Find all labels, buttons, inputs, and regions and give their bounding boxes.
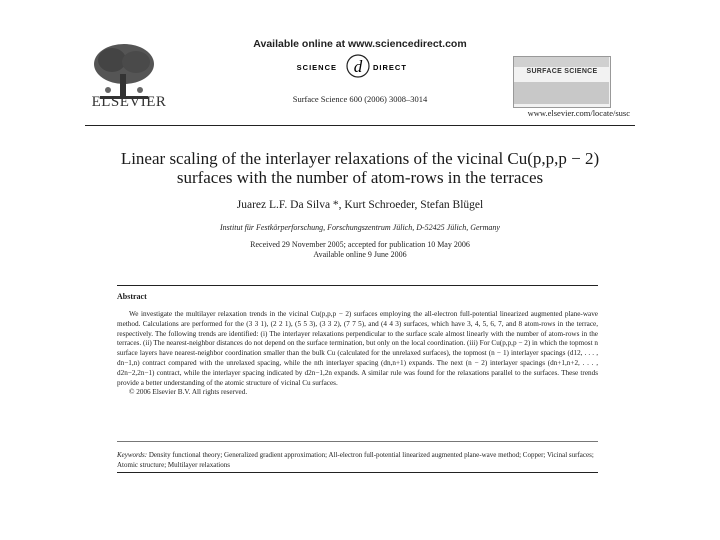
journal-url-link[interactable]: www.elsevier.com/locate/susc — [527, 108, 630, 118]
title-line-2: surfaces with the number of atom-rows in the terraces — [176, 168, 544, 187]
abstract-section — [117, 310, 598, 398]
available-online-text: Available online at www.sciencedirect.com — [253, 38, 467, 50]
paper-title — [80, 149, 640, 187]
keywords-label: Keywords: — [117, 451, 148, 459]
available-date: Available online 9 June 2006 — [313, 250, 407, 259]
sciencedirect-logo — [275, 52, 445, 80]
abstract-top-rule — [117, 285, 598, 286]
publisher-name: ELSEVIER — [91, 94, 167, 110]
journal-reference: Surface Science 600 (2006) 3008–3014 — [292, 94, 428, 104]
sd-logo-at: d — [353, 57, 363, 76]
title-line-1: Linear scaling of the interlayer relaxations of the vicinal Cu(p,p,p − 2) — [120, 149, 600, 168]
sd-logo-left: SCIENCE — [296, 63, 337, 72]
cover-band-bottom — [514, 82, 609, 104]
keywords-section — [117, 451, 598, 470]
footer-rule — [117, 472, 598, 473]
keywords-rule — [117, 441, 598, 442]
copyright-notice: © 2006 Elsevier B.V. All rights reserved. — [129, 388, 248, 397]
abstract-heading: Abstract — [117, 292, 147, 301]
journal-cover-title: SURFACE SCIENCE — [526, 68, 598, 75]
cover-band-top — [514, 57, 609, 67]
abstract-body: We investigate the multilayer relaxation trends in the vicinal Cu(p,p,p − 2) surfaces employing the all-electron full-potential linearized augmented plane-wave method. Calculations are performed for the (3 3 1), (2 2 1), (5 5 3), (3 3 2), (7 7 5), and (4 4 3) surfaces, which have 3, 4, 5, 6, 7, and 8 atom-rows in the terrace, respectively. The following trends are identified: (i) The interlayer relaxations perpendicular to the surface scale almost linearly with the number of atom-rows in the terraces. (ii) The nearest-neighbor distances do not depend on the surface termination, but only on the local coordination. (iii) For Cu(p,p,p − 2) in which the topmost n surface layers have nearest-neighbor coordination smaller than the bulk Cu (calculated for the unrelaxed surfaces), the topmost (n − 1) interlayer spacings (d12, . . . , dn−1,n) contract compared with the unrelaxed spacing, while the nth interlayer spacing (dn,n+1) expands. The next (n − 2) interlayer spacings (dn+1,n+2, . . . , d2n−2,2n−1) contract, while the interlayer spacing indicated by d2n−1,2n expands. A similar rule was found for the relaxations parallel to the surfaces. These trends provide a better understanding of the atomic structure of vicinal Cu surfaces. — [117, 310, 598, 387]
received-date: Received 29 November 2005; accepted for publication 10 May 2006 — [250, 240, 470, 249]
header-rule — [85, 125, 635, 126]
keywords-list: Density functional theory; Generalized gradient approximation; All-electron full-potential linearized augmented plane-wave method; Copper; Vicinal surfaces; Atomic structure; Multilayer relaxations — [117, 451, 594, 469]
publication-dates — [0, 240, 720, 260]
sd-logo-right: DIRECT — [373, 63, 407, 72]
author-list: Juarez L.F. Da Silva *, Kurt Schroeder, Stefan Blügel — [236, 199, 484, 211]
affiliation: Institut für Festkörperforschung, Forschungszentrum Jülich, D-52425 Jülich, Germany — [220, 223, 500, 232]
